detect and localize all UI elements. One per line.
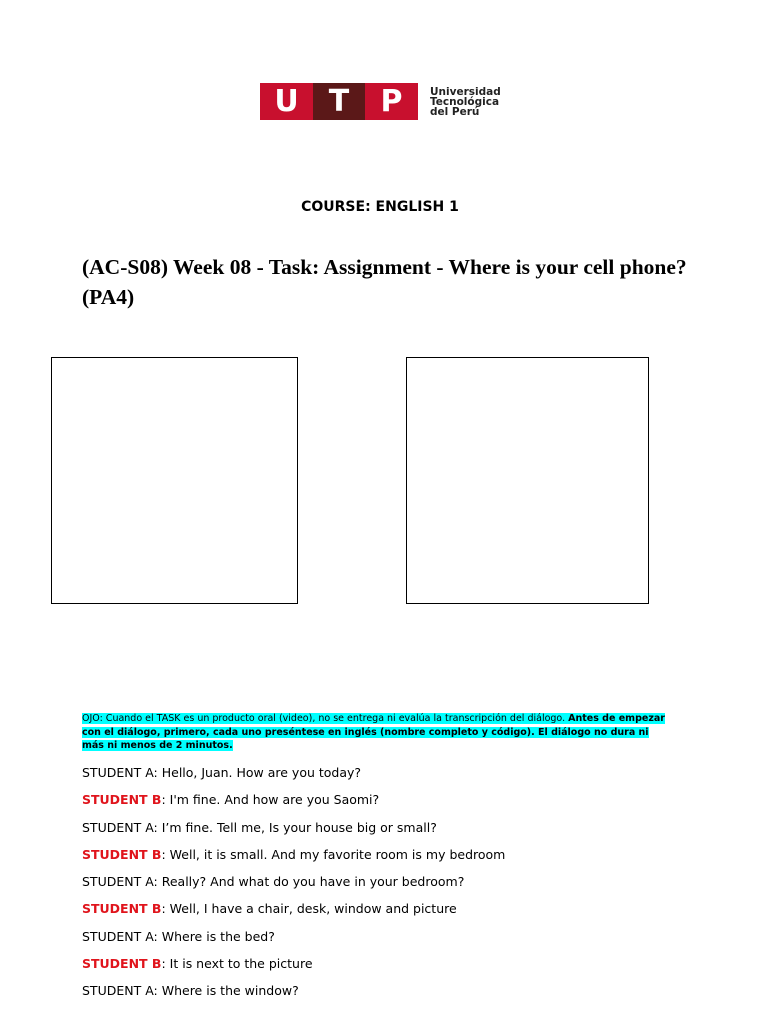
dialogue-text: Really? And what do you have in your bedroom? — [157, 874, 465, 890]
dialogue-line — [82, 846, 682, 873]
dialogue-line — [82, 900, 682, 927]
dialogue-speaker: STUDENT A: — [82, 874, 158, 890]
dialogue-speaker: STUDENT A: — [82, 765, 158, 780]
note-plain-text: OJO: Cuando el TASK es un producto oral (video), no se entrega ni evalúa la transcripción del diálogo. — [82, 713, 569, 724]
dialogue-speaker: STUDENT A: — [82, 983, 158, 999]
dialogue-line — [82, 928, 682, 955]
dialogue-line — [82, 764, 682, 791]
dialogue-speaker: STUDENT B — [82, 901, 162, 917]
dialogue-text: Where is the window? — [157, 983, 299, 999]
photo-placeholder-right — [406, 357, 649, 604]
dialogue — [82, 764, 682, 1010]
note-bold-text: Antes de empezar con el diálogo, primero, cada uno preséntese en inglés (nombre completo y código). El diálogo no dura ni más ni menos de 2 minutos. — [82, 713, 665, 751]
utp-logo — [260, 83, 501, 120]
dialogue-speaker: STUDENT B — [82, 956, 162, 972]
dialogue-line — [82, 791, 682, 818]
dialogue-line — [82, 873, 682, 900]
logo-letter-u: U — [260, 83, 313, 120]
logo-name-line-3: del Perú — [430, 106, 480, 118]
page-title: (AC-S08) Week 08 - Task: Assignment - Where is your cell phone? (PA4) — [82, 255, 687, 309]
dialogue-text: : Well, it is small. And my favorite room is my bedroom — [161, 846, 506, 862]
dialogue-speaker: STUDENT B — [82, 792, 162, 808]
logo-name-line-1: Universidad — [430, 86, 501, 98]
logo-name-line-2: Tecnológica — [430, 96, 500, 108]
course-heading: COURSE: ENGLISH 1 — [301, 199, 459, 215]
dialogue-speaker: STUDENT A: — [82, 928, 158, 944]
instruction-note — [82, 712, 672, 753]
logo-letter-t: T — [313, 83, 365, 120]
dialogue-speaker: STUDENT A: — [82, 819, 158, 835]
dialogue-line — [82, 982, 682, 1009]
dialogue-line — [82, 955, 682, 982]
photo-placeholder-left — [51, 357, 298, 604]
dialogue-text: : Well, I have a chair, desk, window and picture — [161, 901, 457, 917]
dialogue-text: : It is next to the picture — [161, 956, 313, 972]
dialogue-line — [82, 819, 682, 846]
dialogue-text: : I'm fine. And how are you Saomi? — [161, 792, 380, 808]
logo-letter-p: P — [365, 83, 418, 120]
dialogue-text: I’m fine. Tell me, Is your house big or small? — [157, 819, 437, 835]
dialogue-speaker: STUDENT B — [82, 846, 162, 862]
dialogue-text: Where is the bed? — [157, 928, 275, 944]
logo-university-name — [430, 83, 501, 120]
dialogue-text: Hello, Juan. How are you today? — [157, 765, 362, 780]
